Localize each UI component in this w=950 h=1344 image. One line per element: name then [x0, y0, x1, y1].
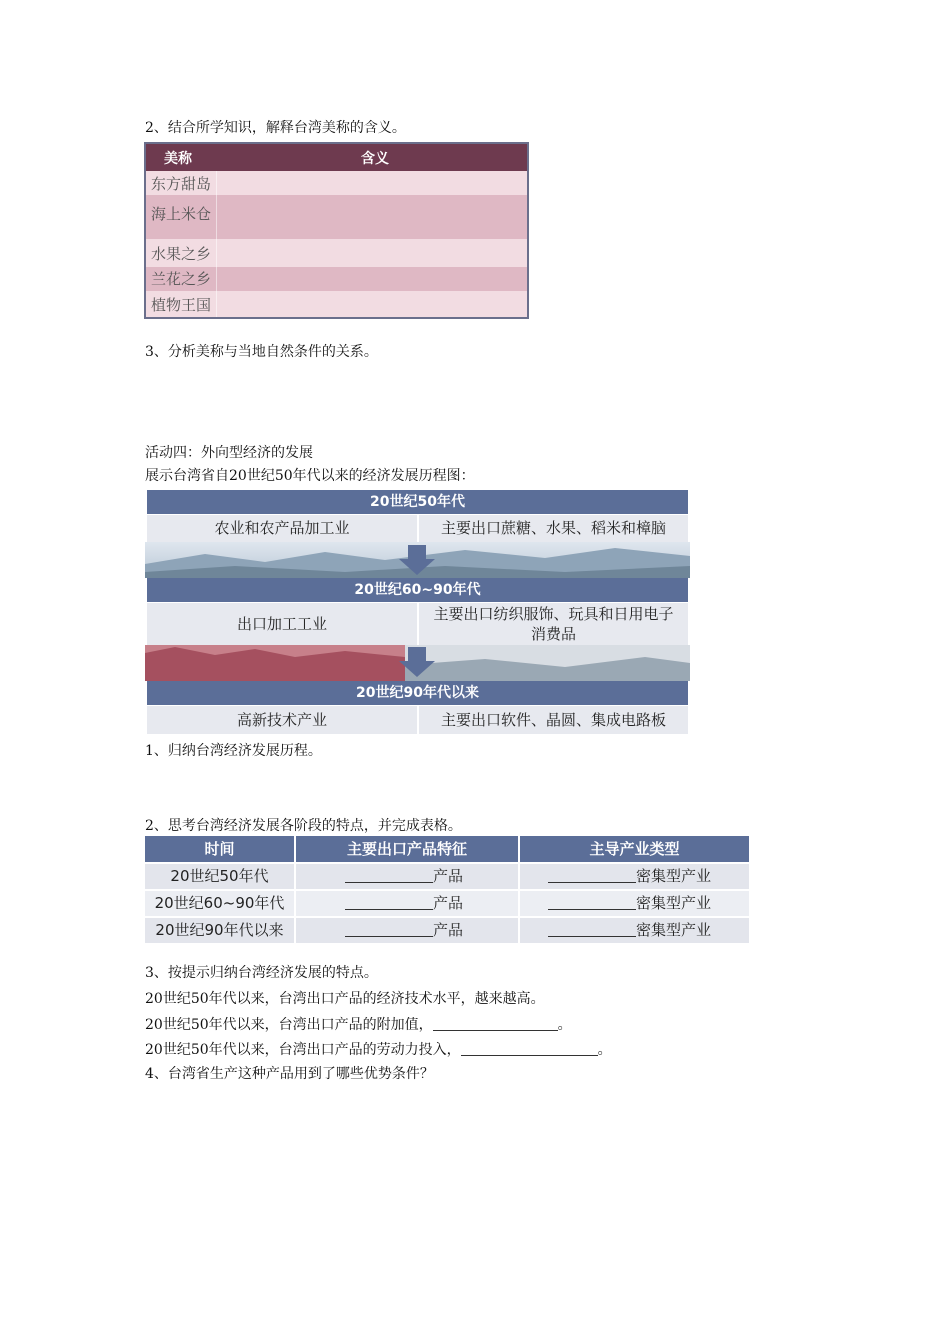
stage-period: 20世纪60~90年代 — [147, 578, 688, 602]
row-industry — [520, 864, 749, 889]
hint-3-suffix: 。 — [597, 1042, 612, 1058]
question-1b: 1、归纳台湾经济发展历程。 — [145, 743, 322, 759]
fill-blank[interactable] — [548, 895, 636, 910]
fill-blank[interactable] — [345, 895, 433, 910]
hint-2-prefix: 20世纪50年代以来，台湾出口产品的附加值， — [145, 1017, 433, 1033]
nickname-table — [144, 142, 529, 319]
fill-blank[interactable] — [345, 868, 433, 883]
row-product — [296, 918, 518, 943]
hint-3 — [145, 1040, 612, 1060]
product-suffix: 产品 — [433, 894, 464, 912]
header-time: 时间 — [145, 836, 294, 862]
question-3b: 3、按提示归纳台湾经济发展的特点。 — [145, 965, 378, 981]
header-meaning: 含义 — [361, 151, 389, 167]
stage-exports-line: 消费品 — [530, 625, 576, 643]
answer-blank[interactable] — [433, 1016, 558, 1031]
hint-2-suffix: 。 — [557, 1017, 572, 1033]
row-time: 20世纪90年代以来 — [145, 918, 294, 943]
question-2: 2、结合所学知识，解释台湾美称的含义。 — [145, 120, 406, 136]
stage-exports: 主要出口蔗糖、水果、稻米和樟脑 — [419, 515, 688, 542]
fill-blank[interactable] — [345, 922, 433, 937]
stage-period: 20世纪90年代以来 — [147, 681, 688, 705]
stage-exports — [419, 603, 688, 645]
header-nickname: 美称 — [164, 151, 192, 167]
stage-industry: 农业和农产品加工业 — [147, 515, 417, 542]
row-label: 植物王国 — [151, 296, 212, 314]
question-2b: 2、思考台湾经济发展各阶段的特点，并完成表格。 — [145, 818, 462, 834]
stage-period: 20世纪50年代 — [147, 490, 688, 514]
table-row — [146, 171, 527, 195]
row-industry — [520, 918, 749, 943]
hint-3-prefix: 20世纪50年代以来，台湾出口产品的劳动力投入， — [145, 1042, 461, 1058]
stage-exports: 主要出口软件、晶圆、集成电路板 — [419, 706, 688, 734]
table-row — [146, 195, 527, 239]
product-suffix: 产品 — [433, 867, 464, 885]
hint-2 — [145, 1015, 572, 1035]
activity-intro: 展示台湾省自20世纪50年代以来的经济发展历程图： — [145, 468, 475, 484]
row-label: 兰花之乡 — [151, 270, 212, 288]
header-product: 主要出口产品特征 — [296, 836, 518, 862]
economy-development-diagram — [145, 490, 690, 736]
down-arrow-icon — [399, 545, 435, 575]
product-suffix: 产品 — [433, 921, 464, 939]
stage-exports-line: 主要出口纺织服饰、玩具和日用电子 — [433, 605, 674, 623]
stage-industry: 高新技术产业 — [147, 706, 417, 734]
industry-suffix: 密集型产业 — [636, 894, 712, 912]
industry-suffix: 密集型产业 — [636, 867, 712, 885]
row-label: 海上米仓 — [151, 205, 212, 223]
activity-title: 活动四：外向型经济的发展 — [145, 445, 313, 461]
table-row — [146, 267, 527, 291]
row-label: 水果之乡 — [151, 245, 212, 263]
table-header — [146, 144, 527, 171]
row-label: 东方甜岛 — [151, 175, 212, 193]
row-product — [296, 864, 518, 889]
fill-blank[interactable] — [548, 868, 636, 883]
answer-blank[interactable] — [461, 1041, 598, 1056]
down-arrow-icon — [399, 647, 435, 677]
table-row — [146, 239, 527, 267]
row-time: 20世纪60~90年代 — [145, 891, 294, 916]
stage-industry: 出口加工工业 — [147, 603, 417, 645]
row-time: 20世纪50年代 — [145, 864, 294, 889]
column-divider — [216, 171, 217, 317]
header-industry: 主导产业类型 — [520, 836, 749, 862]
row-industry — [520, 891, 749, 916]
industry-suffix: 密集型产业 — [636, 921, 712, 939]
stages-table — [145, 836, 749, 944]
table-row — [146, 291, 527, 317]
row-product — [296, 891, 518, 916]
hint-1: 20世纪50年代以来，台湾出口产品的经济技术水平，越来越高。 — [145, 991, 545, 1007]
question-4: 4、台湾省生产这种产品用到了哪些优势条件？ — [145, 1066, 434, 1082]
question-3: 3、分析美称与当地自然条件的关系。 — [145, 344, 378, 360]
fill-blank[interactable] — [548, 922, 636, 937]
